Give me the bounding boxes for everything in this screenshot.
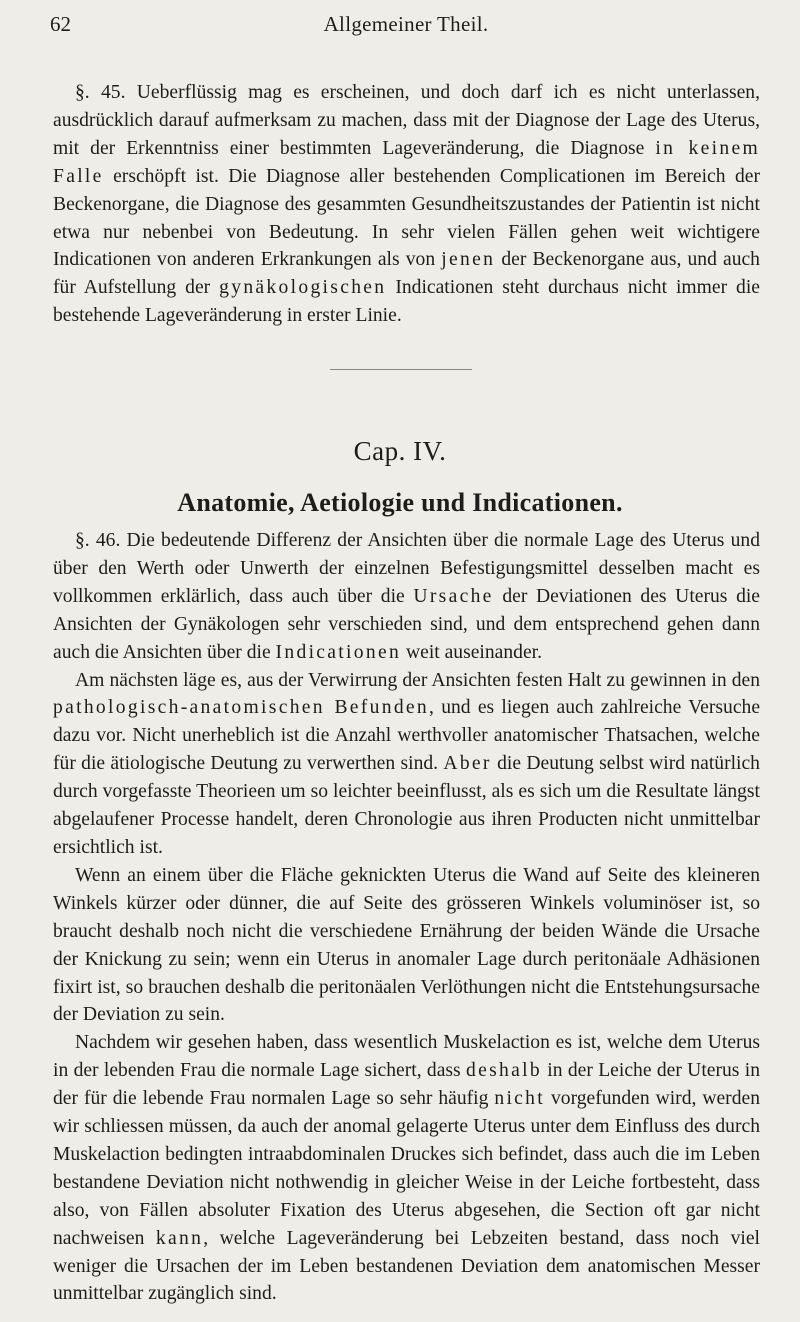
section-46-paragraph-1: §. 46. Die bedeutende Differenz der Ansichten über die normale Lage des Uterus und über den Werth oder Unwerth der einzelnen Befestigungsmittel desselben macht es vollkommen erklärlich, dass auch über die Ursache der Deviationen des Uterus die Ansichten der Gynäkologen sehr verschieden sind, und dem entsprechend gehen dann auch die Ansichten über die Indicationen weit auseinander. [53, 530, 760, 663]
emphasis-text: Aber [443, 753, 492, 775]
running-head [50, 12, 762, 42]
emphasis-text: Ursache [413, 585, 494, 607]
chapter-number: Cap. IV. [353, 436, 447, 466]
emphasis-text: kann [155, 1227, 204, 1249]
section-46-paragraph-2: Am nächsten läge es, aus der Verwirrung der Ansichten festen Halt zu gewinnen in den pathologisch-anatomischen Befunden, und es liegen auch zahlreiche Versuche dazu vor. Nicht unerheblich ist die Anzahl werthvoller anatomischer Thatsachen, welche für die ätiologische Deutung zu verwerthen sind. Aber die Deutung selbst wird natürlich durch vorgefasste Theorieen um so leichter beeinflusst, als es sich um die Resultate längst abgelaufener Processe handelt, deren Chronologie aus ihren Producten nicht unmittelbar ersichtlich ist. [53, 669, 761, 858]
chapter-heading: Anatomie, Aetiologie und Indicationen. [177, 488, 623, 517]
emphasis-text: pathologisch-anatomischen Befunden [53, 697, 430, 719]
section-46-paragraph-3: Wenn an einem über die Fläche geknickten Uterus die Wand auf Seite des kleineren Winkels kürzer oder dünner, die auf Seite des grösseren Winkels voluminöser ist, so braucht deshalb noch nicht die verschiedene Ernährung der beiden Wände die Ursache der Knickung zu sein; wenn ein Uterus in anomaler Lage durch peritonäale Adhäsionen fixirt ist, so brauchen deshalb die peritonäalen Verlöthungen nicht die Entstehungsursache der Deviation zu sein. [53, 864, 760, 1026]
emphasis-text: jenen [441, 249, 496, 271]
emphasis-text: nicht [494, 1088, 546, 1110]
page-number: 62 [50, 12, 71, 36]
emphasis-text: deshalb [466, 1060, 542, 1082]
section-45 [53, 79, 760, 330]
running-title: Allgemeiner Theil. [323, 12, 489, 36]
section-46 [53, 527, 760, 1308]
emphasis-text: in keinem Falle [53, 137, 760, 187]
section-46-paragraph-4: Nachdem wir gesehen haben, dass wesentlich Muskelaction es ist, welche dem Uterus in der lebenden Frau die normale Lage sichert, dass deshalb in der Leiche der Uterus in der für die lebende Frau normalen Lage so sehr häufig nicht vorgefunden wird, werden wir schliessen müssen, da auch der anomal gelagerte Uterus unter dem Einfluss des durch Muskelaction bedingten intraabdominalen Druckes sich befindet, dass auch die im Leben bestandene Deviation nicht nothwendig in gleicher Weise in der Leiche fortbesteht, dass also, von Fällen absoluter Fixation des Uterus abgesehen, die Section oft gar nicht nachweisen kann, welche Lageveränderung bei Lebzeiten bestand, dass noch viel weniger die Ursachen der im Leben bestandenen Deviation dem anatomischen Messer unmittelbar zugänglich sind. [53, 1032, 760, 1305]
emphasis-text: Indicationen [275, 641, 402, 663]
section-45-paragraph: §. 45. Ueberflüssig mag es erscheinen, und doch darf ich es nicht unterlassen, ausdrücklich darauf aufmerksam zu machen, dass mit der Diagnose der Lage des Uterus, mit der Erkenntniss einer bestimmten Lageveränderung, die Diagnose in keinem Falle erschöpft ist. Die Diagnose aller bestehenden Complicationen im Bereich der Beckenorgane, die Diagnose des gesammten Gesundheitszustandes der Patientin ist nicht etwa nur nebenbei von Bedeutung. In sehr vielen Fällen gehen weit wichtigere Indicationen von anderen Erkrankungen als von jenen der Beckenorgane aus, und auch für Aufstellung der gynäkologischen Indicationen steht durchaus nicht immer die bestehende Lageveränderung in erster Linie. [53, 82, 760, 327]
section-divider [330, 369, 472, 370]
emphasis-text: gynäkologischen [219, 277, 387, 299]
